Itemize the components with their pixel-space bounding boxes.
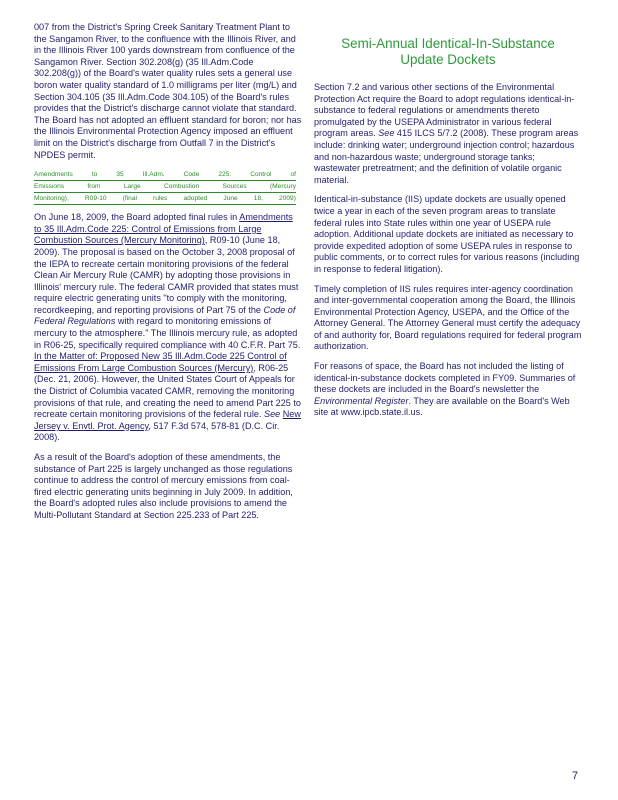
text-run: On June 18, 2009, the Board adopted final rules in <box>34 212 240 223</box>
cfr-reference: Code of Federal Regulations <box>34 304 296 327</box>
text-run: , R06-25 (Dec. 21, 2006). However, the United States Court of Appeals for the District of Columbia vacated CAMR, removing the monitoring provisions of that rule, and creating the need to amend Part 225 to recreate certain monitoring provisions of the federal rule. <box>34 362 301 420</box>
heading-word: from <box>87 183 101 191</box>
heading-word: rules <box>153 195 168 203</box>
case-citation: New Jersey v. Envtl. Prot. Agency <box>34 409 301 431</box>
space-paragraph <box>314 361 582 419</box>
heading-word: (final <box>122 195 137 203</box>
docket-heading-line-2 <box>34 181 296 193</box>
docket-heading-line-3 <box>34 193 296 205</box>
heading-word: Ill.Adm. <box>142 171 165 179</box>
heading-word: (Mercury <box>269 183 296 191</box>
section-title-line: Update Dockets <box>400 52 496 67</box>
text-run: For reasons of space, the Board has not included the listing of identical-in-substance dockets completed in FY09. Summaries of these dockets are included in the Board's newsletter the <box>314 361 576 395</box>
case-citation: Amendments to 35 Ill.Adm.Code 225: Control of Emissions from Large Combustion Sources (Mercury Monitoring) <box>34 212 293 246</box>
heading-word: Sources <box>222 183 247 191</box>
heading-word: R09-10 <box>84 195 107 203</box>
left-column <box>34 22 302 530</box>
heading-word: Control <box>250 171 272 179</box>
section-title-line: Semi-Annual Identical-In-Substance <box>341 36 555 51</box>
text-run: Section 7.2 and various other sections of the Environmental Protection Act require the Board to adopt regulations identical-in-substance to federal regulations or amendments thereto promulgated by the USEPA Administrator in various federal program areas. <box>314 82 575 139</box>
newsletter-title: Environmental Register <box>314 395 409 406</box>
heading-word: to <box>91 171 98 179</box>
text-run: 415 ILCS 5/7.2 (2008). These program areas include: drinking water; underground injection control; hazardous and non-hazardous waste; underground storage tanks; wastewater pretreatment; and the definition of volatile organic material. <box>314 128 579 185</box>
right-column <box>314 22 582 427</box>
iis-dockets-paragraph: Identical-in-substance (IIS) update dockets are usually opened twice a year in each of the seven program areas to translate federal rules into State rules within one year of USEPA rule adoption. Additional update dockets are initiated as necessary to provide expedited adoption of some USEPA rules in response to public comments, or to correct rules for various reasons (including in response to federal litigation). <box>314 194 580 274</box>
heading-word: 2009) <box>279 195 296 203</box>
heading-word: June <box>223 195 238 203</box>
heading-word: Combustion <box>164 183 200 191</box>
result-paragraph: As a result of the Board's adoption of these amendments, the substance of Part 225 is largely unchanged as those regulations continue to address the control of mercury emissions from coal-fired electric generating units beginning in July 2009. In addition, the Board's adopted rules also include provisions to amend the Multi-Pollutant Standard at Section 225.233 of Part 225. <box>34 452 293 520</box>
text-run: . They are available on the Board's Web site at www.ipcb.state.il.us. <box>314 395 570 418</box>
heading-word: Large <box>123 183 141 191</box>
mercury-paragraph <box>34 212 302 444</box>
heading-word: Code <box>183 171 200 179</box>
heading-word: Amendments <box>34 171 73 179</box>
iis-intro-paragraph <box>314 82 582 186</box>
intro-paragraph: 007 from the District's Spring Creek Sanitary Treatment Plant to the Sangamon River, to the confluence with the Illinois River, and in the Illinois River 100 yards downstream from confluence of the Sangamon River. Section 302.208(g) (35 Ill.Adm.Code 302.208(g)) of the Board's water quality rules sets a general use boron water quality standard of 1.0 milligrams per liter (mg/L) and Section 304.105 (35 Ill.Adm.Code 304.105) of the Board's rules provides that the District's discharge cannot violate that standard. The Board has not adopted an effluent standard for boron; nor has the Illinois Environmental Protection Agency imposed an effluent limit on the District's discharge from Outfall 7 in the District's NPDES permit. <box>34 22 302 160</box>
see-signal: See <box>378 128 395 139</box>
docket-heading-line-1 <box>34 169 296 181</box>
heading-word: 225: <box>218 171 232 179</box>
heading-word: 18, <box>253 195 263 203</box>
heading-word: adopted <box>183 195 208 203</box>
docket-heading <box>34 169 296 205</box>
text-run: , 517 F.3d 574, 578-81 (D.C. Cir. 2008). <box>34 420 280 443</box>
text-run: with regard to monitoring emissions of mercury to the atmosphere." The Illinois mercury rule, as adopted in R06-25, specifically required compliance with 40 C.F.R. Part 75. <box>34 316 301 350</box>
heading-word: Monitoring), <box>34 195 69 203</box>
case-citation: In the Matter of: Proposed New 35 Ill.Adm.Code 225 Control of Emissions From Large Combustion Sources (Mercury) <box>34 351 287 373</box>
text-run: , R09-10 (June 18, 2009). The proposal is based on the October 3, 2008 proposal of the IEPA to recreate certain monitoring provisions of the federal Clean Air Mercury Rule (CAMR) by adopting those provisions in Illinois' mercury rule. The federal CAMR provided that states must require electric generating units "to comply with the monitoring, recordkeeping, and reporting provisions of Part 75 of the <box>34 235 299 315</box>
section-title <box>314 36 582 68</box>
heading-word: Emissions <box>34 183 65 191</box>
coordination-paragraph: Timely completion of IIS rules requires inter-agency coordination and inter-governmental cooperation among the Board, the Illinois Environmental Protection Agency, USEPA, and the Office of the Attorney General. The Attorney General must certify the adequacy of and authority for, Board regulations required for federal program authorization. <box>314 283 582 352</box>
see-signal: See <box>264 409 281 420</box>
heading-word: of <box>290 171 296 179</box>
page-number: 7 <box>572 770 579 782</box>
heading-word: 35 <box>116 171 124 179</box>
